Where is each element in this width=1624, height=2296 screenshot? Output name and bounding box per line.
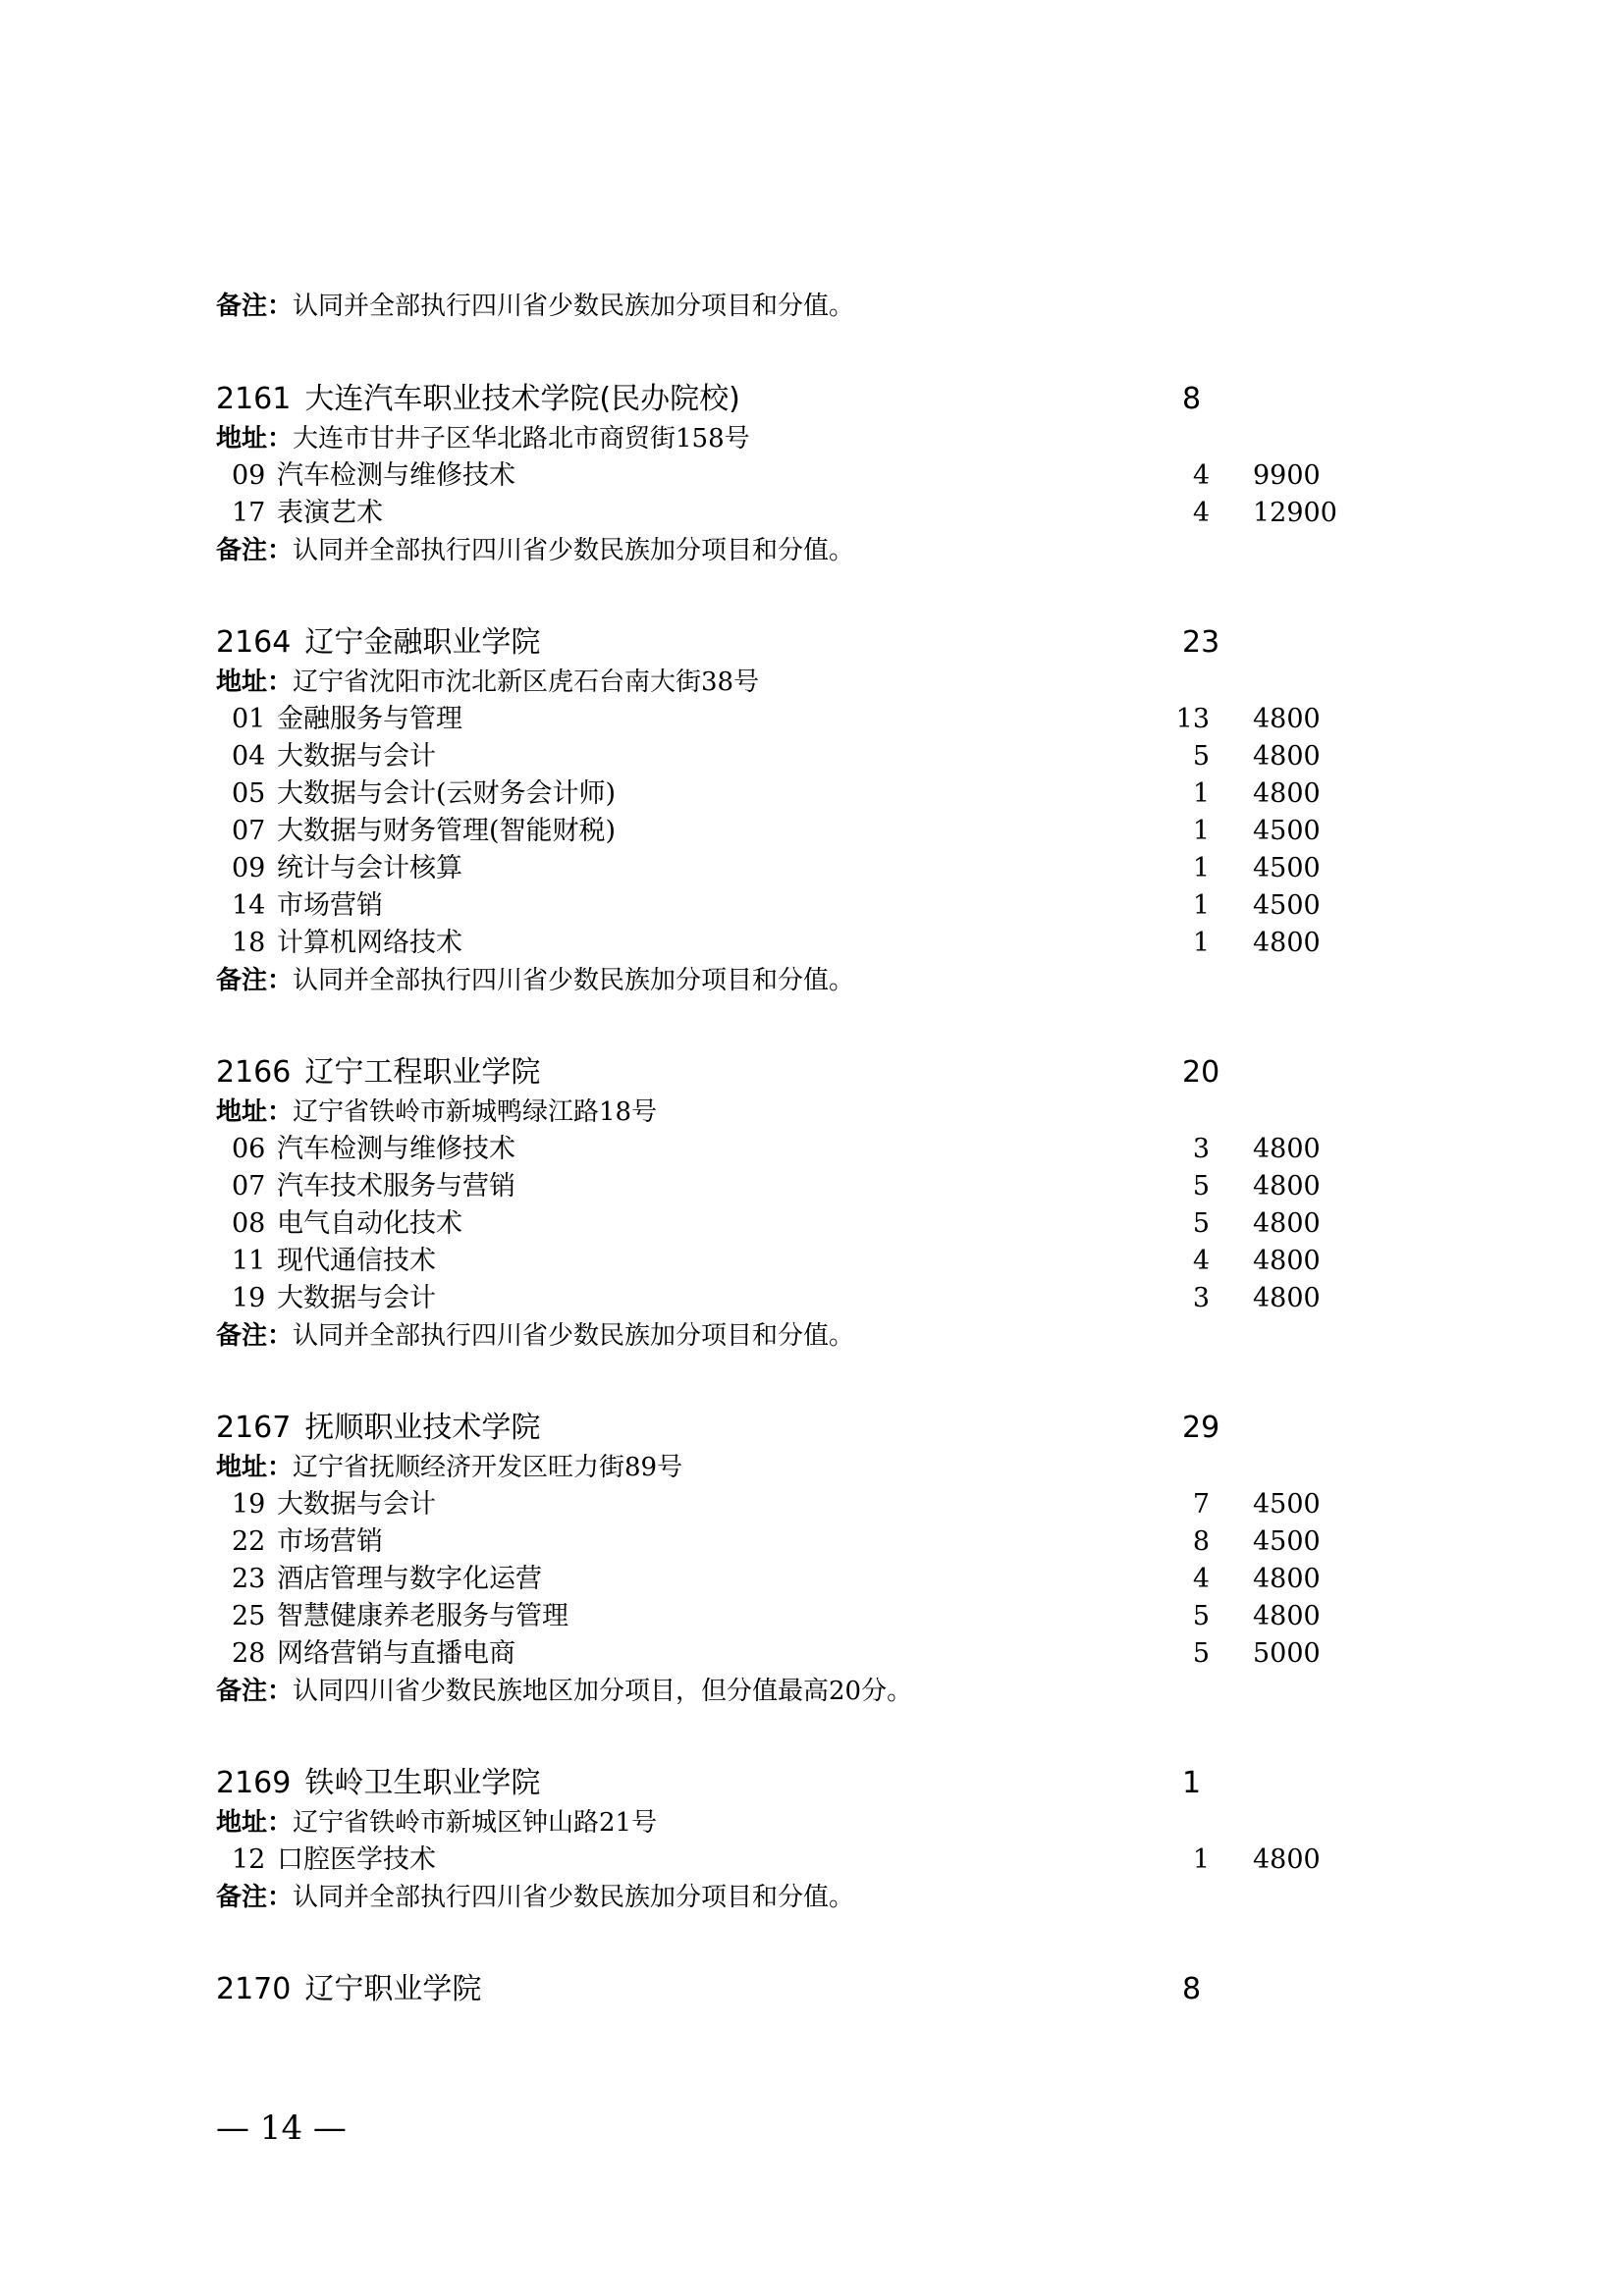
school-heading [216,625,1220,661]
school-heading [216,1411,1220,1446]
school-address [216,667,759,698]
note-text: 认同并全部执行四川省少数民族加分项目和分值。 [293,536,855,565]
major-row [232,1601,1351,1632]
major-fee: 4800 [1253,928,1321,958]
major-code: 28 [232,1638,266,1669]
major-fee: 4500 [1253,816,1321,846]
note-text: 认同并全部执行四川省少数民族加分项目和分值。 [293,1883,855,1912]
major-name: 市场营销 [277,890,383,921]
major-row [232,890,1351,922]
school-note [216,1676,912,1707]
major-count: 4 [1192,460,1210,491]
address-label: 地址： [216,424,294,454]
school-code: 2170 [216,1972,292,2006]
note-label: 备注： [216,1677,294,1706]
major-row [232,741,1351,773]
page-number: — 14 — [216,2109,347,2148]
major-count: 4 [1192,498,1210,528]
major-name: 计算机网络技术 [277,928,462,958]
school-note [216,535,854,566]
major-row [232,498,1351,529]
major-name: 网络营销与直播电商 [277,1638,515,1669]
school-note [216,1320,854,1352]
major-fee: 4800 [1253,1601,1321,1631]
major-code: 22 [232,1526,266,1557]
major-row [232,1171,1351,1202]
top-note [216,291,854,322]
major-fee: 12900 [1253,498,1337,528]
major-fee: 4800 [1253,704,1321,734]
major-fee: 4800 [1253,1208,1321,1239]
major-count: 4 [1192,1564,1210,1594]
major-fee: 4800 [1253,741,1321,772]
major-name: 汽车检测与维修技术 [277,1134,515,1164]
note-text: 认同并全部执行四川省少数民族加分项目和分值。 [293,1321,855,1351]
major-fee: 4800 [1253,1283,1321,1313]
major-fee: 4500 [1253,1489,1321,1520]
major-code: 05 [232,778,266,809]
major-fee: 5000 [1253,1638,1321,1669]
major-count: 5 [1192,741,1210,772]
school-heading [216,1766,1202,1801]
major-count: 1 [1192,816,1210,846]
school-code: 2164 [216,625,292,660]
major-row [232,1526,1351,1558]
major-code: 07 [232,1171,266,1201]
major-name: 现代通信技术 [277,1246,436,1276]
school-heading [216,382,1202,417]
major-name: 统计与会计核算 [277,853,462,883]
major-name: 智慧健康养老服务与管理 [277,1601,568,1631]
school-heading [216,1972,1202,2007]
major-code: 09 [232,853,266,883]
school-name: 辽宁职业学院 [304,1972,482,2006]
major-name: 口腔医学技术 [277,1844,436,1875]
major-code: 18 [232,928,266,958]
major-count: 1 [1192,890,1210,921]
note-text: 认同四川省少数民族地区加分项目，但分值最高20分。 [293,1677,913,1706]
major-name: 金融服务与管理 [277,704,462,734]
major-row [232,928,1351,959]
school-quota: 1 [1182,1766,1202,1800]
major-code: 06 [232,1134,266,1164]
major-name: 市场营销 [277,1526,383,1557]
major-row [232,853,1351,884]
major-count: 1 [1192,1844,1210,1875]
major-count: 13 [1175,704,1210,734]
major-row [232,1638,1351,1670]
address-text: 辽宁省铁岭市新城鸭绿江路18号 [293,1097,658,1127]
major-row [232,1208,1351,1240]
major-row [232,778,1351,810]
major-code: 11 [232,1246,266,1276]
major-fee: 4500 [1253,890,1321,921]
major-count: 5 [1192,1601,1210,1631]
major-name: 汽车技术服务与营销 [277,1171,515,1201]
address-text: 辽宁省抚顺经济开发区旺力街89号 [293,1453,683,1482]
major-row [232,1134,1351,1165]
school-name: 铁岭卫生职业学院 [304,1766,541,1800]
major-name: 酒店管理与数字化运营 [277,1564,542,1594]
school-name: 辽宁工程职业学院 [304,1055,541,1090]
major-count: 8 [1192,1526,1210,1557]
major-count: 5 [1192,1638,1210,1669]
major-row [232,1246,1351,1277]
major-name: 表演艺术 [277,498,383,528]
major-code: 09 [232,460,266,491]
major-code: 17 [232,498,266,528]
major-name: 大数据与会计 [277,1489,436,1520]
school-name: 大连汽车职业技术学院(民办院校) [304,382,740,416]
major-count: 3 [1192,1134,1210,1164]
major-fee: 9900 [1253,460,1321,491]
note-label: 备注： [216,536,294,565]
major-count: 1 [1192,928,1210,958]
major-name: 汽车检测与维修技术 [277,460,515,491]
major-count: 7 [1192,1489,1210,1520]
note-text: 认同并全部执行四川省少数民族加分项目和分值。 [293,966,855,995]
major-code: 25 [232,1601,266,1631]
school-code: 2166 [216,1055,292,1090]
note-label: 备注： [216,966,294,995]
major-row [232,1283,1351,1314]
note-label: 备注： [216,1883,294,1912]
major-code: 08 [232,1208,266,1239]
major-fee: 4800 [1253,778,1321,809]
school-quota: 29 [1182,1411,1220,1445]
major-count: 1 [1192,853,1210,883]
major-fee: 4500 [1253,853,1321,883]
major-fee: 4800 [1253,1844,1321,1875]
major-fee: 4800 [1253,1171,1321,1201]
major-row [232,460,1351,492]
major-count: 1 [1192,778,1210,809]
school-address [216,1452,682,1483]
school-name: 抚顺职业技术学院 [304,1411,541,1445]
address-text: 大连市甘井子区华北路北市商贸街158号 [293,424,750,454]
school-address [216,1807,657,1839]
major-name: 大数据与财务管理(智能财税) [277,816,617,846]
school-quota: 23 [1182,625,1220,660]
school-note [216,1882,854,1913]
major-code: 23 [232,1564,266,1594]
major-row [232,704,1351,735]
school-quota: 20 [1182,1055,1220,1090]
school-address [216,1096,657,1128]
address-label: 地址： [216,1453,294,1482]
major-name: 大数据与会计(云财务会计师) [277,778,617,809]
major-row [232,1844,1351,1876]
major-count: 3 [1192,1283,1210,1313]
school-code: 2167 [216,1411,292,1445]
major-count: 5 [1192,1208,1210,1239]
major-name: 电气自动化技术 [277,1208,462,1239]
major-row [232,1489,1351,1521]
major-name: 大数据与会计 [277,1283,436,1313]
major-name: 大数据与会计 [277,741,436,772]
major-code: 01 [232,704,266,734]
address-label: 地址： [216,1097,294,1127]
address-text: 辽宁省沈阳市沈北新区虎石台南大街38号 [293,667,760,697]
major-fee: 4800 [1253,1134,1321,1164]
school-note [216,965,854,996]
address-text: 辽宁省铁岭市新城区钟山路21号 [293,1808,658,1838]
major-fee: 4800 [1253,1246,1321,1276]
school-heading [216,1055,1220,1091]
major-row [232,1564,1351,1595]
address-label: 地址： [216,667,294,697]
major-fee: 4800 [1253,1564,1321,1594]
school-quota: 8 [1182,382,1202,416]
major-count: 4 [1192,1246,1210,1276]
school-address [216,423,750,454]
school-quota: 8 [1182,1972,1202,2006]
major-code: 07 [232,816,266,846]
address-label: 地址： [216,1808,294,1838]
school-code: 2169 [216,1766,292,1800]
major-code: 19 [232,1489,266,1520]
major-code: 04 [232,741,266,772]
note-text: 认同并全部执行四川省少数民族加分项目和分值。 [293,292,855,321]
major-fee: 4500 [1253,1526,1321,1557]
school-code: 2161 [216,382,292,416]
major-code: 19 [232,1283,266,1313]
major-row [232,816,1351,847]
major-count: 5 [1192,1171,1210,1201]
note-label: 备注： [216,1321,294,1351]
major-code: 14 [232,890,266,921]
major-code: 12 [232,1844,266,1875]
note-label: 备注： [216,292,294,321]
school-name: 辽宁金融职业学院 [304,625,541,660]
